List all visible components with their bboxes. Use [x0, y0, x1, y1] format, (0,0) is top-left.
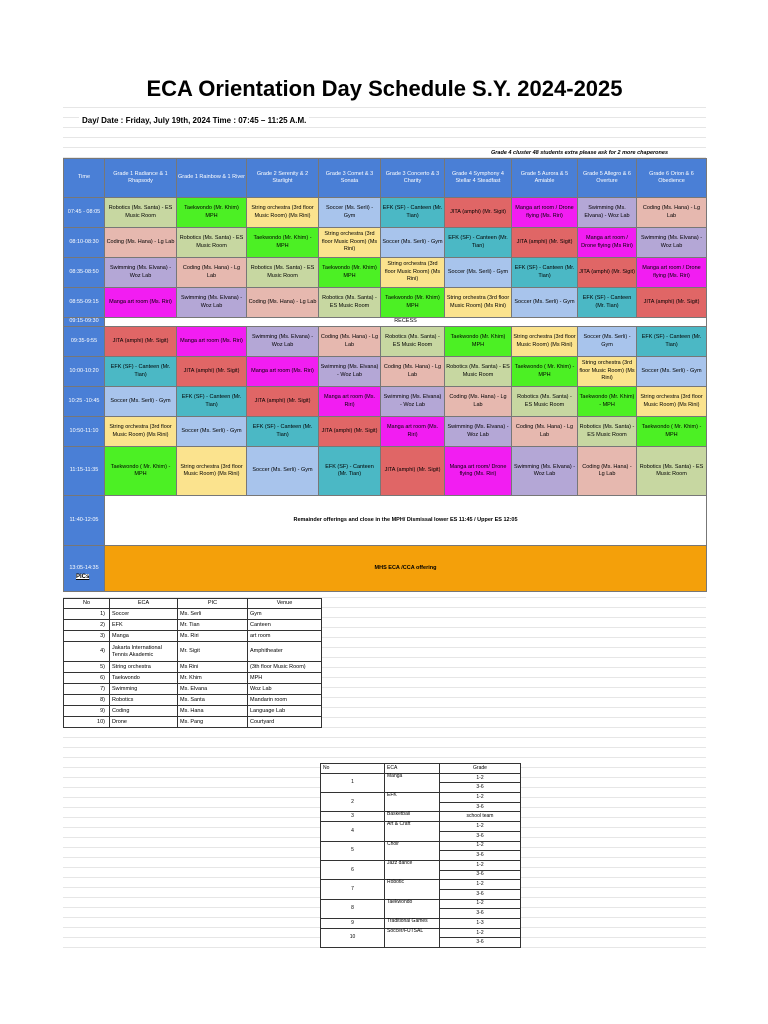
pic-cell: Swimming — [110, 684, 178, 695]
activity-cell: Robotics (Ms. Santa) - ES Music Room — [578, 417, 637, 447]
activity-cell: Robotics (Ms. Santa) - ES Music Room — [319, 288, 381, 318]
activity-cell: EFK (SF) - Canteen (Mr. Tian) — [247, 417, 319, 447]
pic-row — [64, 695, 322, 706]
pic-cell: MPH — [248, 673, 322, 684]
pic-header-cell: Venue — [248, 599, 322, 609]
eca-row — [321, 812, 521, 822]
activity-cell: String orchestra (3rd floor Music Room) (Ms Rini) — [512, 327, 578, 357]
activity-cell: Manga art room/ Drone flying (Ms. Riri) — [445, 447, 512, 496]
time-cell: 08:10-08:30 — [64, 228, 105, 258]
activity-cell: Coding (Ms. Hana) - Lg Lab — [105, 228, 177, 258]
time-cell: 08:55-09:15 — [64, 288, 105, 318]
activity-cell: Taekwondo (Mr. Khim) MPH — [177, 198, 247, 228]
eca-row — [321, 793, 521, 803]
pic-cell: 6) — [64, 673, 110, 684]
pic-cell: 4) — [64, 642, 110, 662]
time-cell: 11:15-11:35 — [64, 447, 105, 496]
eca-name-cell: Soccer/FUTSAL — [385, 928, 440, 947]
eca-no-cell: 8 — [321, 899, 385, 918]
eca-name-cell: Jazz dance — [385, 860, 440, 879]
schedule-row — [64, 496, 707, 546]
activity-cell: Manga art room / Drone flying (Ms. Riri) — [512, 198, 578, 228]
pic-cell: Amphitheater — [248, 642, 322, 662]
schedule-row — [64, 318, 707, 327]
activity-cell: Swimming (Ms. Elvana) - Woz Lab — [247, 327, 319, 357]
eca-row — [321, 841, 521, 851]
pic-cell: String orchestra — [110, 662, 178, 673]
activity-cell: Robotics (Ms. Santa) - ES Music Room — [381, 327, 445, 357]
activity-cell: Robotics (Ms. Santa) - ES Music Room — [445, 357, 512, 387]
pic-cell: Ms. Serli — [178, 609, 248, 620]
pic-table — [63, 598, 322, 728]
activity-cell: Robotics (Ms. Santa) - ES Music Room — [247, 258, 319, 288]
eca-row — [321, 822, 521, 832]
pic-cell: 3) — [64, 631, 110, 642]
activity-cell: String orchestra (3rd floor Music Room) (Ms Rini) — [578, 357, 637, 387]
pic-cell: Taekwondo — [110, 673, 178, 684]
activity-cell: EFK (SF) - Canteen (Mr. Tian) — [512, 258, 578, 288]
pic-cell: 2) — [64, 620, 110, 631]
activity-cell: Coding (Ms. Hana) - Lg Lab — [177, 258, 247, 288]
pic-row — [64, 631, 322, 642]
pic-cell: art room — [248, 631, 322, 642]
activity-cell: JITA (amphi) (Mr. Sigit) — [247, 387, 319, 417]
activity-cell: Coding (Ms. Hana) - Lg Lab — [247, 288, 319, 318]
pic-row — [64, 684, 322, 695]
schedule-row — [64, 258, 707, 288]
activity-cell: JITA (amphi) (Mr. Sigit) — [578, 258, 637, 288]
activity-cell: Taekwondo ( Mr. Khim) - MPH — [105, 447, 177, 496]
eca-grade-cell: 1-2 — [440, 822, 521, 832]
activity-cell: Swimming (Ms. Elvana) - Woz Lab — [512, 447, 578, 496]
pic-cell: Courtyard — [248, 717, 322, 728]
pic-cell: Gym — [248, 609, 322, 620]
pic-cell: Ms. Pang — [178, 717, 248, 728]
activity-cell: Swimming (Ms. Elvana) - Woz Lab — [445, 417, 512, 447]
eca-name-cell: Taekwondo — [385, 899, 440, 918]
page-title: ECA Orientation Day Schedule S.Y. 2024-2025 — [63, 72, 706, 106]
header-grade-col: Grade 6 Orion & 6 Obedience — [637, 159, 707, 198]
pic-row — [64, 620, 322, 631]
activity-cell: Taekwondo (Mr. Khim) MPH — [319, 258, 381, 288]
activity-cell: JITA (amphi) (Mr. Sigit) — [445, 198, 512, 228]
pic-cell: Ms. Riri — [178, 631, 248, 642]
activity-cell: Coding (Ms. Hana) - Lg Lab — [637, 198, 707, 228]
activity-cell: Swimming (Ms. Elvana) - Woz Lab — [105, 258, 177, 288]
eca-no-cell: 1 — [321, 773, 385, 792]
eca-header-cell: No — [321, 764, 385, 774]
activity-cell: Swimming (Ms. Elvana) - Woz Lab — [381, 387, 445, 417]
activity-cell: Robotics (Ms. Santa) - ES Music Room — [512, 387, 578, 417]
eca-grade-cell: 1-3 — [440, 919, 521, 929]
activity-cell: EFK (SF) - Canteen (Mr. Tian) — [319, 447, 381, 496]
eca-grade-cell: 1-2 — [440, 880, 521, 890]
activity-cell: JITA (amphi) (Mr. Sigit) — [319, 417, 381, 447]
pic-row — [64, 642, 322, 662]
schedule-row — [64, 327, 707, 357]
activity-cell: JITA (amphi) (Mr. Sigit) — [177, 357, 247, 387]
activity-cell: Swimming (Ms. Elvana) - Woz Lab — [177, 288, 247, 318]
eca-no-cell: 2 — [321, 793, 385, 812]
activity-cell: String orchestra (3rd floor Music Room) (Ms Rini) — [319, 228, 381, 258]
eca-no-cell: 3 — [321, 812, 385, 822]
header-grade-col: Grade 3 Concerto & 3 Charity — [381, 159, 445, 198]
eca-name-cell: Choir — [385, 841, 440, 860]
eca-grade-cell: 1-2 — [440, 841, 521, 851]
schedule-row — [64, 387, 707, 417]
eca-grade-cell: 3-6 — [440, 831, 521, 841]
pic-row — [64, 717, 322, 728]
activity-cell: Swimming (Ms. Elvana) - Woz Lab — [319, 357, 381, 387]
spreadsheet-page — [63, 68, 706, 954]
pic-header-cell: ECA — [110, 599, 178, 609]
eca-no-cell: 10 — [321, 928, 385, 947]
activity-cell: Robotics (Ms. Santa) - ES Music Room — [637, 447, 707, 496]
time-cell: 09:35-9:55 — [64, 327, 105, 357]
pic-cell: Robotics — [110, 695, 178, 706]
activity-cell: Soccer (Ms. Serli) - Gym — [105, 387, 177, 417]
eca-grade-cell: 1-2 — [440, 899, 521, 909]
header-grade-col: Grade 2 Serenity & 2 Starlight — [247, 159, 319, 198]
pic-cell: Ms. Elvana — [178, 684, 248, 695]
activity-cell: EFK (SF) - Canteen (Mr. Tian) — [445, 228, 512, 258]
schedule-row — [64, 417, 707, 447]
pic-cell: Ms. Hana — [178, 706, 248, 717]
eca-no-cell: 5 — [321, 841, 385, 860]
eca-row — [321, 928, 521, 938]
activity-cell: Soccer (Ms. Serli) - Gym — [177, 417, 247, 447]
eca-grade-cell: 1-2 — [440, 928, 521, 938]
eca-grade-cell: 1-2 — [440, 860, 521, 870]
eca-grade-cell: 3-6 — [440, 938, 521, 948]
activity-cell: Soccer (Ms. Serli) - Gym — [381, 228, 445, 258]
activity-cell: Manga art room / Drone flying (Ms. Riri) — [637, 258, 707, 288]
eca-row — [321, 773, 521, 783]
activity-cell: Robotics (Ms. Santa) - ES Music Room — [105, 198, 177, 228]
time-cell: 07:45 - 08:05 — [64, 198, 105, 228]
activity-cell: Swimming (Ms. Elvana) - Woz Lab — [578, 198, 637, 228]
pic-cell: (3th floor Music Room) — [248, 662, 322, 673]
activity-cell: Coding (Ms. Hana) - Lg Lab — [381, 357, 445, 387]
activity-cell: Swimming (Ms. Elvana) - Woz Lab — [637, 228, 707, 258]
activity-cell: Coding (Ms. Hana) - Lg Lab — [512, 417, 578, 447]
activity-cell: String orchestra (3rd floor Music Room) (Ms Rini) — [247, 198, 319, 228]
eca-header-cell: Grade — [440, 764, 521, 774]
activity-cell: Manga art room (Ms. Riri) — [105, 288, 177, 318]
activity-cell: Taekwondo ( Mr. Khim) - MPH — [512, 357, 578, 387]
time-cell: 11:40-12:05 — [64, 496, 105, 546]
header-grade-col: Grade 5 Aurora & 5 Amiable — [512, 159, 578, 198]
eca-grade-cell: 3-6 — [440, 889, 521, 899]
pic-cell: 8) — [64, 695, 110, 706]
schedule-table — [63, 158, 707, 592]
header-grade-col: Grade 4 Symphony 4 Stellar 4 Steadfast — [445, 159, 512, 198]
eca-no-cell: 9 — [321, 919, 385, 929]
mhs-offering-cell: MHS ECA /CCA offering — [105, 546, 707, 592]
activity-cell: Soccer (Ms. Serli) - Gym — [247, 447, 319, 496]
pic-cell: Ms. Santa — [178, 695, 248, 706]
activity-cell: Taekwondo (Mr. Khim) - MPH — [578, 387, 637, 417]
pic-cell: Mr. Khim — [178, 673, 248, 684]
activity-cell: Taekwondo (Mr. Khim) MPH — [381, 288, 445, 318]
activity-cell: Soccer (Ms. Serli) - Gym — [319, 198, 381, 228]
schedule-header-row — [64, 159, 707, 198]
pic-cell: Mandarin room — [248, 695, 322, 706]
activity-cell: Soccer (Ms. Serli) - Gym — [512, 288, 578, 318]
activity-cell: String orchestra (3rd floor Music Room) (Ms Rini) — [637, 387, 707, 417]
eca-row — [321, 899, 521, 909]
pic-cell: 7) — [64, 684, 110, 695]
schedule-row — [64, 198, 707, 228]
activity-cell: String orchestra (3rd floor Music Room) (Ms Rini) — [381, 258, 445, 288]
pic-cell: 1) — [64, 609, 110, 620]
pic-cell: Canteen — [248, 620, 322, 631]
pic-cell: 5) — [64, 662, 110, 673]
eca-row — [321, 919, 521, 929]
activity-cell: Manga art room (Ms. Riri) — [319, 387, 381, 417]
recess-cell: RECESS — [105, 318, 707, 327]
header-time: Time — [64, 159, 105, 198]
eca-grade-cell: 3-6 — [440, 783, 521, 793]
time-cell: 13:05-14:35 — [64, 546, 105, 592]
pic-row — [64, 609, 322, 620]
pic-cell: Language Lab — [248, 706, 322, 717]
activity-cell: EFK (SF) - Canteen (Mr. Tian) — [578, 288, 637, 318]
activity-cell: Manga art room (Ms. Riri) — [177, 327, 247, 357]
remainder-cell: Remainder offerings and close in the MPH/ Dismissal lower ES 11:45 / Upper ES 12:05 — [105, 496, 707, 546]
activity-cell: JITA (amphi) (Mr. Sigit) — [637, 288, 707, 318]
eca-grade-table — [320, 763, 521, 948]
pics-label: PICs — [76, 574, 90, 580]
activity-cell: Coding (Ms. Hana) - Lg Lab — [578, 447, 637, 496]
pic-cell: EFK — [110, 620, 178, 631]
pic-cell: Coding — [110, 706, 178, 717]
eca-grade-cell: 3-6 — [440, 851, 521, 861]
pic-cell: Soccer — [110, 609, 178, 620]
activity-cell: String orchestra (3rd floor Music Room) (Ms Rini) — [105, 417, 177, 447]
header-grade-col: Grade 1 Rainbow & 1 River — [177, 159, 247, 198]
pic-cell: Manga — [110, 631, 178, 642]
activity-cell: Coding (Ms. Hana) - Lg Lab — [319, 327, 381, 357]
pic-header-cell: No — [64, 599, 110, 609]
eca-name-cell: EFK — [385, 793, 440, 812]
schedule-body — [64, 198, 707, 592]
activity-cell: Manga art room / Drone flying (Ms Riri) — [578, 228, 637, 258]
eca-no-cell: 7 — [321, 880, 385, 899]
schedule-row — [64, 228, 707, 258]
eca-grade-cell: school team — [440, 812, 521, 822]
day-date-line: Day/ Date : Friday, July 19th, 2024 Time : 07:45 – 11:25 A.M. — [79, 116, 309, 125]
eca-name-cell: Robotic — [385, 880, 440, 899]
activity-cell: EFK (SF) - Canteen (Mr. Tian) — [177, 387, 247, 417]
eca-grade-cell: 3-6 — [440, 870, 521, 880]
eca-no-cell: 6 — [321, 860, 385, 879]
eca-grade-cell: 1-2 — [440, 793, 521, 803]
schedule-row — [64, 546, 707, 592]
schedule-row — [64, 288, 707, 318]
eca-no-cell: 4 — [321, 822, 385, 841]
activity-cell: EFK (SF) - Canteen (Mr. Tian) — [637, 327, 707, 357]
activity-cell: Manga art room (Ms. Riri) — [247, 357, 319, 387]
time-cell: 08:35-08:50 — [64, 258, 105, 288]
activity-cell: JITA (amphi) (Mr. Sigit) — [512, 228, 578, 258]
activity-cell: JITA (amphi) (Mr. Sigit) — [105, 327, 177, 357]
time-cell: 10:25 -10:45 — [64, 387, 105, 417]
pic-header-row — [64, 599, 322, 609]
pic-cell: Mr. Tian — [178, 620, 248, 631]
schedule-row — [64, 447, 707, 496]
pic-cell: 10) — [64, 717, 110, 728]
pic-row — [64, 673, 322, 684]
activity-cell: EFK (SF) - Canteen (Mr. Tian) — [105, 357, 177, 387]
eca-row — [321, 860, 521, 870]
pic-header-cell: PIC — [178, 599, 248, 609]
time-cell: 10:50-11:10 — [64, 417, 105, 447]
activity-cell: EFK (SF) - Canteen (Mr. Tian) — [381, 198, 445, 228]
activity-cell: Soccer (Ms. Serli) - Gym — [578, 327, 637, 357]
eca-grade-cell: 1-2 — [440, 773, 521, 783]
activity-cell: Taekwondo (Mr. Khim) MPH — [445, 327, 512, 357]
activity-cell: Coding (Ms. Hana) - Lg Lab — [445, 387, 512, 417]
eca-grade-cell: 3-6 — [440, 909, 521, 919]
activity-cell: Soccer (Ms. Serli) - Gym — [637, 357, 707, 387]
chaperone-note: Grade 4 cluster 48 students extra please ask for 2 more chaperones — [491, 150, 668, 156]
activity-cell: Soccer (Ms. Serli) - Gym — [445, 258, 512, 288]
activity-cell: String orchestra (3rd floor Music Room) (Ms Rini) — [445, 288, 512, 318]
pic-cell: Jakarta International Tennis Akademic — [110, 642, 178, 662]
eca-header-cell: ECA — [385, 764, 440, 774]
header-grade-col: Grade 3 Comet & 3 Sonata — [319, 159, 381, 198]
time-cell: 09:15-09:30 — [64, 318, 105, 327]
pic-cell: Woz Lab — [248, 684, 322, 695]
pic-row — [64, 706, 322, 717]
pic-cell: Mr. Sigit — [178, 642, 248, 662]
activity-cell: Robotics (Ms. Santa) - ES Music Room — [177, 228, 247, 258]
eca-name-cell: Basketball — [385, 812, 440, 822]
pic-cell: 9) — [64, 706, 110, 717]
header-grade-col: Grade 5 Allegro & 6 Overture — [578, 159, 637, 198]
activity-cell: String orchestra (3rd floor Music Room) (Ms Rini) — [177, 447, 247, 496]
pic-row — [64, 662, 322, 673]
time-cell: 10:00-10:20 — [64, 357, 105, 387]
pic-cell: Ms Rini — [178, 662, 248, 673]
activity-cell: JITA (amphi) (Mr. Sigit) — [381, 447, 445, 496]
header-grade-col: Grade 1 Radiance & 1 Rhapsody — [105, 159, 177, 198]
eca-header-row — [321, 764, 521, 774]
eca-name-cell: Traditional Games — [385, 919, 440, 929]
eca-grade-cell: 3-6 — [440, 802, 521, 812]
schedule-row — [64, 357, 707, 387]
activity-cell: Taekwondo ( Mr. Khim) - MPH — [637, 417, 707, 447]
activity-cell: Manga art room (Ms. Riri) — [381, 417, 445, 447]
eca-name-cell: Manga — [385, 773, 440, 792]
pic-cell: Drone — [110, 717, 178, 728]
eca-row — [321, 880, 521, 890]
activity-cell: Taekwondo (Mr. Khim) - MPH — [247, 228, 319, 258]
eca-name-cell: Art & Craft — [385, 822, 440, 841]
